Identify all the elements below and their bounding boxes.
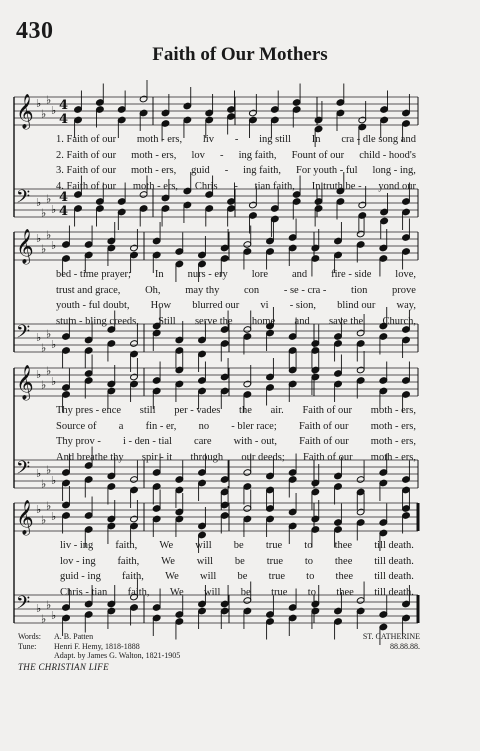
lyric-syllable: For youth - ful [295, 165, 358, 176]
lyric-syllable: moth - ers, [136, 134, 183, 145]
flat-icon: ♭ [41, 206, 47, 220]
lyric-syllable: 1. Faith of our [56, 134, 117, 145]
lyric-syllable: thee [336, 586, 354, 598]
lyric-syllable: till death. [374, 555, 414, 567]
flat-icon: ♭ [46, 192, 52, 206]
lyric-syllable: moth - ers, [131, 165, 177, 176]
flat-icon: ♭ [46, 499, 52, 513]
lyric-syllable: yond our [378, 180, 416, 192]
flat-icon: ♭ [51, 609, 57, 622]
credits-right [363, 632, 420, 651]
lyric-syllable: Church, [382, 315, 416, 327]
lyric-syllable: bed - time prayer; [56, 269, 131, 280]
lyric-syllable: care [194, 436, 212, 447]
flat-icon: ♭ [36, 503, 42, 516]
lyric-syllable: lov [191, 149, 205, 161]
lyric-syllable: In [154, 269, 164, 280]
lyric-line-verse-3 [60, 571, 414, 583]
lyric-syllable: Fount of our [291, 149, 345, 161]
lyric-syllable: prove [392, 284, 416, 296]
flat-icon: ♭ [51, 510, 57, 523]
lyric-syllable: Faith of our [302, 405, 353, 416]
flat-icon: ♭ [51, 203, 57, 216]
lyric-syllable: 4. Faith of our [56, 180, 117, 192]
lyric-syllable: true [265, 540, 283, 551]
lyric-syllable: and [292, 269, 308, 280]
lyric-syllable: home [251, 315, 276, 327]
treble-clef-icon: 𝄞 [16, 94, 34, 129]
flat-icon: ♭ [51, 338, 57, 351]
lyric-syllable: - [224, 165, 229, 176]
flat-icon: ♭ [41, 477, 47, 491]
lyric-syllable: faith, [122, 571, 144, 582]
lyric-syllable: guid [191, 165, 210, 176]
note [288, 493, 297, 544]
lyric-syllable: moth - ers, [132, 180, 179, 192]
flat-icon: ♭ [36, 232, 42, 245]
lyric-syllable: - se - cra - [283, 284, 327, 296]
lyric-syllable: youth - ful doubt, [56, 300, 130, 311]
lyric-syllable: serve the [194, 315, 233, 327]
lyric-syllable: con [244, 284, 260, 296]
lyric-syllable: Faith of our [299, 436, 349, 447]
lyric-syllable: thee [335, 571, 354, 582]
note [107, 500, 116, 544]
lyric-syllable: ing faith, [238, 149, 277, 161]
lyric-syllable: be [234, 555, 245, 567]
flat-icon: ♭ [41, 513, 47, 527]
lyric-syllable: till death. [374, 540, 414, 551]
flat-icon: ♭ [46, 463, 52, 477]
hymn-title: Faith of Our Mothers [152, 44, 328, 65]
lyric-syllable: to [304, 555, 314, 567]
lyric-syllable: Thy prov - [56, 436, 101, 447]
lyric-syllable: spir - it [141, 451, 173, 463]
lyric-syllable: Thy pres - ence [56, 405, 122, 416]
lyric-syllable: thee [334, 540, 353, 551]
bass-clef-icon: 𝄢 [16, 458, 31, 483]
lyric-syllable: fin - er, [145, 420, 177, 432]
lyric-syllable: vi [260, 300, 269, 311]
lyric-syllable: Source of [56, 420, 97, 432]
lyric-syllable: the [239, 405, 252, 416]
lyric-syllable: trust and grace, [56, 284, 121, 296]
lyric-syllable: with - out, [233, 436, 278, 447]
lyric-syllable: nurs - ery [187, 269, 228, 280]
bass-clef-icon: 𝄢 [16, 593, 31, 618]
lyric-syllable: moth - ers, [131, 149, 177, 161]
lyric-syllable: In truth be - [311, 180, 362, 192]
lyric-syllable: 2. Faith of our [56, 149, 117, 161]
flat-icon: ♭ [41, 612, 47, 626]
flat-icon: ♭ [36, 331, 42, 344]
lyric-syllable: faith, [127, 586, 150, 598]
lyric-syllable: moth - ers, [370, 405, 416, 416]
lyric-syllable: till death. [374, 586, 414, 598]
credits-left [18, 632, 180, 661]
lyric-syllable: guid - ing [60, 571, 101, 582]
lyric-syllable: We [159, 540, 174, 551]
lyric-syllable: faith, [117, 555, 140, 567]
lyric-syllable: love, [395, 269, 416, 280]
treble-clef-icon: 𝄞 [16, 365, 34, 400]
lyric-syllable: ing faith, [243, 165, 282, 176]
flat-icon: ♭ [51, 239, 57, 252]
lyric-syllable: true [266, 555, 284, 567]
lyric-syllable: air. [270, 405, 284, 416]
lyric-syllable: We [165, 571, 179, 582]
note [402, 490, 411, 534]
lyric-syllable: Still [158, 315, 176, 327]
lyric-syllable: - [234, 180, 238, 192]
lyric-syllable: stum - bling creeds, [56, 315, 139, 327]
lyric-syllable: may thy [185, 284, 220, 296]
lyric-syllable: true [268, 571, 285, 582]
lyric-syllable: true [271, 586, 288, 598]
lyric-syllable: We [169, 586, 184, 598]
time-signature: 4 [59, 98, 69, 113]
lyric-syllable: to [304, 540, 313, 551]
lyric-syllable: per - vades [174, 405, 221, 416]
lyric-syllable: thee [334, 555, 353, 567]
lyric-syllable: to [306, 571, 315, 582]
lyric-syllable: faith, [115, 540, 138, 551]
flat-icon: ♭ [36, 467, 42, 480]
lyric-syllable: moth - ers, [370, 436, 416, 447]
time-signature: 4 [59, 190, 69, 205]
flat-icon: ♭ [41, 341, 47, 355]
lyric-syllable: Faith of our [303, 451, 353, 463]
note [175, 493, 184, 537]
lyric-syllable: and [294, 315, 310, 327]
flat-icon: ♭ [41, 107, 47, 121]
lyric-syllable: - [219, 149, 224, 161]
lyric-syllable: long - ing, [372, 165, 416, 176]
treble-clef-icon: 𝄞 [16, 229, 34, 264]
flat-icon: ♭ [36, 97, 42, 110]
lyric-syllable: will [204, 586, 221, 598]
lyric-syllable: till death. [374, 571, 414, 582]
lyric-syllable: to [307, 586, 316, 598]
flat-icon: ♭ [51, 474, 57, 487]
bass-clef-icon: 𝄢 [16, 187, 31, 212]
flat-icon: ♭ [46, 327, 52, 341]
lyric-syllable: lore [251, 269, 269, 280]
flat-icon: ♭ [46, 598, 52, 612]
lyric-syllable: blind our [337, 300, 376, 311]
lyric-syllable: child - hood's [359, 149, 416, 161]
lyric-syllable: Chris [194, 180, 218, 192]
lyric-syllable: - sion, [289, 300, 316, 311]
lyric-syllable: no [198, 420, 210, 432]
lyric-syllable: blurred our [192, 300, 240, 311]
words-credit: A. B. Patten [54, 632, 94, 641]
adaptation-credit: Adapt. by James G. Walton, 1821-1905 [54, 651, 181, 660]
bass-clef-icon: 𝄢 [16, 322, 31, 347]
hymn-number: 430 [16, 18, 54, 44]
lyric-syllable: will [200, 571, 217, 582]
flat-icon: ♭ [41, 242, 47, 256]
lyric-syllable: And breathe thy [56, 451, 124, 463]
treble-clef-icon: 𝄞 [16, 500, 34, 535]
lyric-syllable: a [118, 420, 124, 432]
note [243, 490, 252, 538]
lyric-syllable: i - den - tial [122, 436, 172, 447]
lyric-syllable: moth - ers, [370, 420, 416, 432]
lyric-syllable: way, [396, 300, 416, 311]
flat-icon: ♭ [51, 104, 57, 117]
time-signature: 4 [59, 204, 69, 219]
lyric-syllable: - bler race; [231, 420, 277, 432]
flat-icon: ♭ [46, 93, 52, 107]
lyric-syllable: We [161, 555, 175, 567]
lyric-syllable: - [234, 134, 239, 145]
note [130, 500, 139, 544]
lyric-line-verse-4 [60, 587, 414, 599]
note [152, 490, 161, 538]
lyric-syllable: tion [351, 284, 368, 296]
meter: 88.88.88. [390, 641, 420, 651]
note [266, 490, 275, 538]
lyric-syllable: save the [329, 315, 364, 327]
lyric-syllable: Faith of our [298, 420, 349, 432]
lyric-line-verse-1 [60, 540, 414, 552]
lyric-syllable: be [233, 540, 244, 551]
flat-icon: ♭ [36, 602, 42, 615]
lyric-syllable: tian faith, [254, 180, 295, 192]
lyric-line-verse-2 [60, 556, 414, 568]
lyric-syllable: be [240, 586, 251, 598]
lyric-syllable: liv - ing [60, 540, 94, 551]
lyric-syllable: cra - dle song and [341, 134, 416, 145]
lyric-syllable: ing still [259, 134, 291, 145]
lyric-syllable: Chris - tian [60, 586, 108, 598]
lyric-syllable: lov - ing [60, 555, 96, 567]
lyric-syllable: still [139, 405, 156, 416]
time-signature: 4 [59, 112, 69, 127]
tune-label: Tune: [18, 641, 37, 651]
flat-icon: ♭ [46, 228, 52, 242]
words-label: Words: [18, 632, 41, 641]
lyric-syllable: through [190, 451, 224, 463]
flat-icon: ♭ [41, 378, 47, 392]
lyric-syllable: Oh, [145, 284, 161, 296]
lyric-syllable: How [150, 300, 172, 311]
lyric-syllable: liv [202, 134, 214, 145]
lyric-syllable: our deeds; [241, 451, 285, 463]
lyric-syllable: moth - ers, [370, 451, 416, 463]
flat-icon: ♭ [36, 196, 42, 209]
lyric-syllable: In [311, 134, 321, 145]
lyric-syllable: will [196, 555, 214, 567]
flat-icon: ♭ [46, 364, 52, 378]
tune-credit: Henri F. Hemy, 1818-1888 [54, 641, 140, 651]
lyric-syllable: fire - side [331, 269, 372, 280]
section-label: THE CHRISTIAN LIFE [18, 662, 109, 672]
flat-icon: ♭ [51, 375, 57, 388]
tune-name: ST. CATHERINE [362, 632, 420, 641]
lyric-syllable: will [195, 540, 212, 551]
flat-icon: ♭ [36, 368, 42, 381]
lyric-syllable: be [237, 571, 248, 582]
lyric-syllable: 3. Faith of our [56, 165, 117, 176]
